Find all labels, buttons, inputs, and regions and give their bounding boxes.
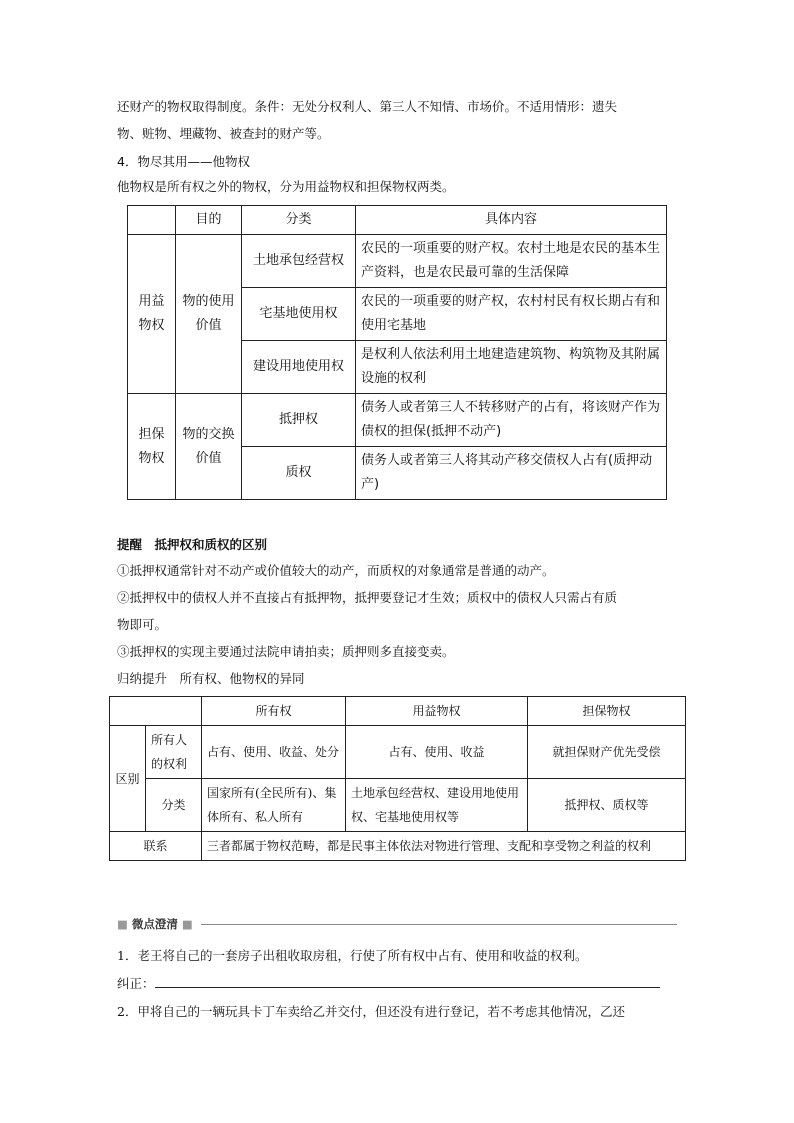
type-cell: 抵押权: [242, 394, 356, 447]
other-property-rights-table: [127, 205, 667, 500]
correction-line: [117, 975, 660, 992]
reminder-heading: 提醒 抵押权和质权的区别: [117, 537, 268, 552]
header-cell: 担保物权: [528, 697, 686, 726]
header-cell: 所有权: [202, 697, 346, 726]
header-cell: 用益物权: [346, 697, 528, 726]
question-item: 2．甲将自己的一辆玩具卡丁车卖给乙并交付，但还没有进行登记，若不考虑其他情况，乙还: [117, 1004, 625, 1019]
content-cell: 农民的一项重要的财产权。农村土地是农民的基本生产资料，也是农民最可靠的生活保障: [356, 235, 667, 288]
diff-label-cell: 区别: [110, 726, 146, 832]
row-label-cell: 所有人的权利: [146, 726, 202, 779]
security-cell: 抵押权、质权等: [528, 779, 686, 832]
row-label-cell: 联系: [110, 832, 202, 861]
divider: [201, 924, 677, 925]
rights-comparison-table: [109, 696, 686, 861]
relation-cell: 三者都属于物权范畴，都是民事主体依法对物进行管理、支配和享受物之利益的权利: [202, 832, 686, 861]
content-cell: 农民的一项重要的财产权，农村村民有权长期占有和使用宅基地: [356, 288, 667, 341]
table-row: [110, 832, 686, 861]
group-label-cell: 用益物权: [128, 235, 176, 394]
section-intro: 他物权是所有权之外的物权，分为用益物权和担保物权两类。: [117, 179, 455, 194]
type-cell: 宅基地使用权: [242, 288, 356, 341]
purpose-cell: 物的使用价值: [176, 235, 242, 394]
table-row: [110, 726, 686, 779]
table-header-row: [110, 697, 686, 726]
content-cell: 债务人或者第三人将其动产移交债权人占有(质押动产): [356, 447, 667, 500]
summary-heading: 归纳提升 所有权、他物权的异同: [117, 671, 305, 686]
table-row: [128, 394, 667, 447]
content-cell: 是权利人依法利用土地建造建筑物、构筑物及其附属设施的权利: [356, 341, 667, 394]
reminder-point: ②抵押权中的债权人并不直接占有抵押物，抵押要登记才生效；质权中的债权人只需占有质: [117, 590, 618, 605]
group-label-cell: 担保物权: [128, 394, 176, 500]
reminder-point: ③抵押权的实现主要通过法院申请拍卖；质押则多直接变卖。: [117, 644, 455, 659]
bullet-icon: ■: [117, 917, 128, 931]
table-row: [128, 235, 667, 288]
ownership-cell: 国家所有(全民所有)、集体所有、私人所有: [202, 779, 346, 832]
paragraph-line: 物、赃物、埋藏物、被查封的财产等。: [117, 126, 330, 141]
header-cell: [110, 697, 202, 726]
purpose-cell: 物的交换价值: [176, 394, 242, 500]
correction-label: 纠正：: [117, 976, 155, 991]
header-cell: [128, 206, 176, 235]
ownership-cell: 占有、使用、收益、处分: [202, 726, 346, 779]
content-cell: 债务人或者第三人不转移财产的占有，将该财产作为债权的担保(抵押不动产): [356, 394, 667, 447]
answer-blank[interactable]: [155, 975, 660, 988]
header-cell: 具体内容: [356, 206, 667, 235]
reminder-point: ①抵押权通常针对不动产或价值较大的动产，而质权的对象通常是普通的动产。: [117, 563, 555, 578]
bullet-icon: ■: [181, 917, 193, 931]
type-cell: 土地承包经营权: [242, 235, 356, 288]
usufruct-cell: 占有、使用、收益: [346, 726, 528, 779]
header-cell: 目的: [176, 206, 242, 235]
paragraph-line: 还财产的物权取得制度。条件：无处分权利人、第三人不知情、市场价。不适用情形：遗失: [117, 99, 618, 114]
reminder-point: 物即可。: [117, 617, 168, 632]
clarify-heading: ■ 微点澄清 ■: [117, 917, 193, 931]
table-row: [110, 779, 686, 832]
header-cell: 分类: [242, 206, 356, 235]
section-heading: 4．物尽其用——他物权: [117, 154, 250, 169]
row-label-cell: 分类: [146, 779, 202, 832]
usufruct-cell: 土地承包经营权、建设用地使用权、宅基地使用权等: [346, 779, 528, 832]
security-cell: 就担保财产优先受偿: [528, 726, 686, 779]
type-cell: 建设用地使用权: [242, 341, 356, 394]
table-header-row: [128, 206, 667, 235]
clarify-section-header: [117, 916, 677, 932]
type-cell: 质权: [242, 447, 356, 500]
question-item: 1．老王将自己的一套房子出租收取房租，行使了所有权中占有、使用和收益的权利。: [117, 948, 588, 963]
